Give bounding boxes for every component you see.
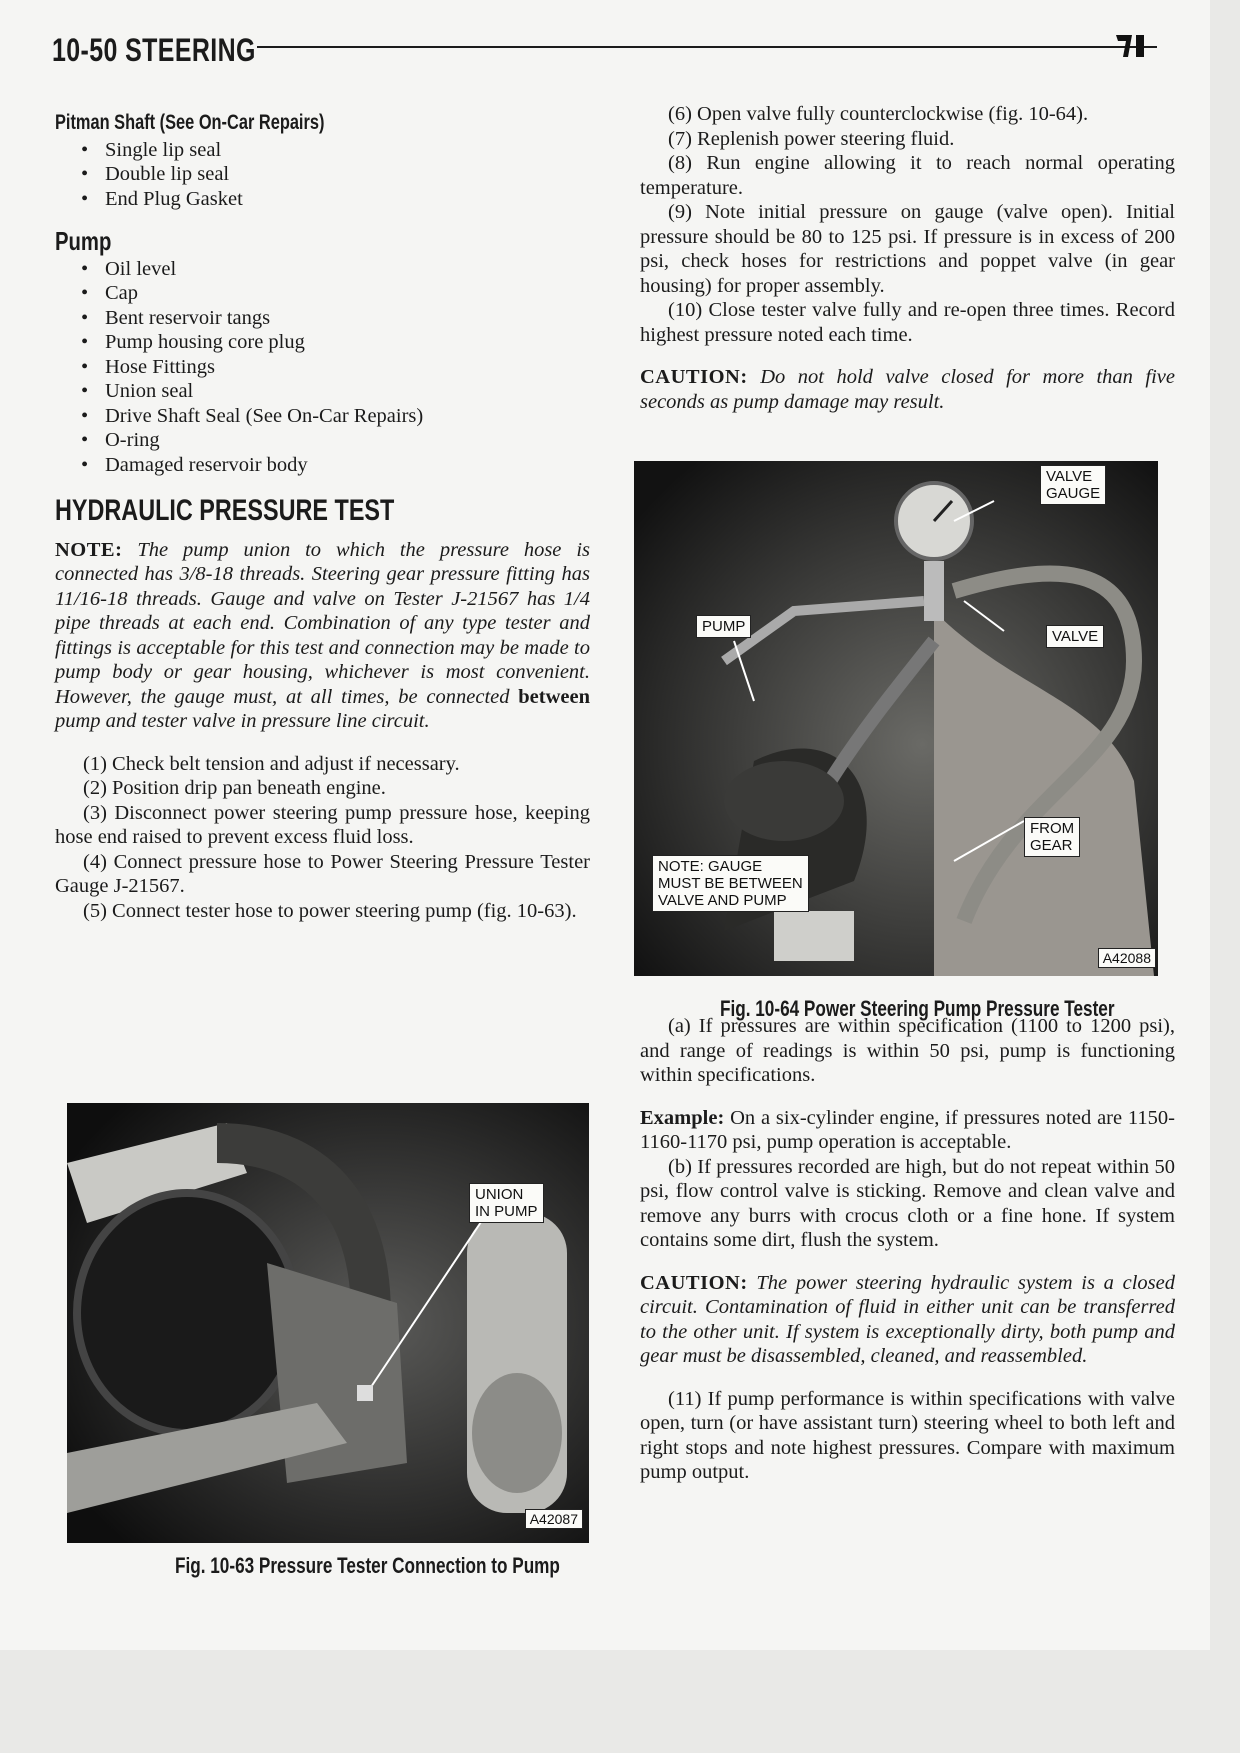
list-item: • O-ring [81, 428, 590, 453]
section-heading: HYDRAULIC PRESSURE TEST [55, 494, 395, 527]
callout-line: UNION [475, 1186, 524, 1203]
step-11: (11) If pump performance is within specifications with valve open, turn (or have assistant turn) steering wheel to both left and right stops and note highest pressures. Compare with maximum pump output. [640, 1387, 1175, 1483]
pump-photo-illustration [67, 1103, 589, 1543]
list-item: • Pump housing core plug [81, 330, 590, 355]
list-item: • Union seal [81, 379, 590, 404]
caution-text: The power steering hydraulic system is a closed circuit. Contamination of fluid in either unit can be transferred to the other unit. If system is exceptionally dirty, both pump and gear must be disassembled, cleaned, and reassembled. [640, 1271, 1176, 1367]
callout-note [652, 855, 809, 912]
list-item: • Drive Shaft Seal (See On-Car Repairs) [81, 404, 590, 429]
note-emphasis: between [518, 685, 590, 708]
figure-number: A42088 [1098, 948, 1156, 968]
example-text: On a six-cylinder engine, if pressures noted are 1150-1160-1170 psi, pump operation is acceptable. [640, 1106, 1175, 1153]
list-item: • Double lip seal [81, 162, 590, 187]
callout-valve-gauge [1040, 465, 1106, 505]
example-paragraph [640, 1106, 1175, 1155]
list-item: • Single lip seal [81, 138, 590, 163]
figure-caption: Fig. 10-64 Power Steering Pump Pressure Tester [720, 996, 1115, 1021]
note-text: The pump union to which the pressure hose is connected has 3/8-18 threads. Steering gear pressure fitting has 11/16-18 threads. Gauge and valve on Tester J-21567 has 1/4 pipe threads at each end. Combination of any type tester and fittings is acceptable for this test and connection may be made to pump body or gear housing, whichever is most convenient. However, the gauge must, at all times, be connected [55, 538, 591, 708]
callout-line: VALVE [1046, 468, 1093, 485]
callout-line: GAUGE [1046, 485, 1101, 502]
callout-line: GEAR [1030, 837, 1073, 854]
step-7: (7) Replenish power steering fluid. [668, 127, 955, 150]
figure-caption: Fig. 10-63 Pressure Tester Connection to Pump [175, 1553, 560, 1578]
page-header [52, 28, 1152, 68]
list-item: • Oil level [81, 257, 590, 282]
step-6: (6) Open valve fully counterclockwise (fig. 10-64). [668, 103, 1089, 125]
step-2: (2) Position drip pan beneath engine. [83, 777, 386, 799]
note-label: NOTE: [55, 538, 123, 561]
step-1: (1) Check belt tension and adjust if necessary. [83, 752, 460, 775]
step-b: (b) If pressures recorded are high, but do not repeat within 50 psi, flow control valve is sticking. Remove and clean valve and remove any burrs with crocus cloth or a fine hone. If system contains some dirt, flush the system. [640, 1155, 1175, 1251]
step-9: (9) Note initial pressure on gauge (valve open). Initial pressure should be 80 to 125 psi. If pressure is in excess of 200 psi, check hoses for restrictions and poppet valve (in gear housing) for proper assembly. [640, 201, 1175, 297]
callout-line: MUST BE BETWEEN [658, 875, 803, 892]
left-column [55, 110, 590, 923]
figure-number: A42087 [525, 1509, 583, 1529]
callout-line: VALVE AND PUMP [658, 892, 787, 909]
list-item: • Cap [81, 281, 590, 306]
step-a: (a) If pressures are within specification (1100 to 1200 psi), and range of readings is within 50 psi, pump is functioning within specifications. [640, 1015, 1175, 1086]
manufacturer-logo-icon [1114, 31, 1159, 61]
example-label: Example: [640, 1106, 725, 1129]
callout-line: NOTE: GAUGE [658, 858, 763, 875]
callout-valve: VALVE [1046, 625, 1104, 648]
caution-text: Do not hold valve closed for more than five seconds as pump damage may result. [640, 366, 1176, 413]
step-5: (5) Connect tester hose to power steering pump (fig. 10-63). [83, 899, 577, 922]
callout-union-in-pump [469, 1183, 544, 1223]
steps-left [55, 752, 590, 924]
figure-10-64-photo [634, 461, 1158, 976]
step-4: (4) Connect pressure hose to Power Steering Pressure Tester Gauge J-21567. [55, 850, 590, 897]
callout-line: FROM [1030, 820, 1075, 837]
caution-1 [640, 365, 1175, 414]
note-text-end: pump and tester valve in pressure line circuit. [55, 710, 430, 732]
header-rule [257, 46, 1157, 48]
list-item: • Damaged reservoir body [81, 453, 590, 478]
caution-label: CAUTION: [640, 1271, 748, 1294]
list-item: • Hose Fittings [81, 355, 590, 380]
pitman-list [55, 138, 590, 212]
callout-from-gear [1024, 817, 1080, 857]
pitman-heading: Pitman Shaft (See On-Car Repairs) [55, 111, 325, 134]
step-3: (3) Disconnect power steering pump pressure hose, keeping hose end raised to prevent excess fluid loss. [55, 801, 590, 848]
figure-10-63-photo [67, 1103, 589, 1543]
step-10: (10) Close tester valve fully and re-open three times. Record highest pressure noted each time. [640, 299, 1175, 346]
callout-line: IN PUMP [475, 1203, 538, 1220]
list-item: • End Plug Gasket [81, 187, 590, 212]
pump-heading: Pump [55, 226, 112, 256]
caution-2 [640, 1271, 1175, 1369]
page-title: 10-50 STEERING [52, 32, 256, 68]
note-paragraph [55, 538, 590, 734]
list-item: • Bent reservoir tangs [81, 306, 590, 331]
pump-list [55, 257, 590, 478]
callout-pump: PUMP [696, 615, 751, 638]
step-8: (8) Run engine allowing it to reach normal operating temperature. [640, 152, 1175, 199]
caution-label: CAUTION: [640, 366, 748, 388]
